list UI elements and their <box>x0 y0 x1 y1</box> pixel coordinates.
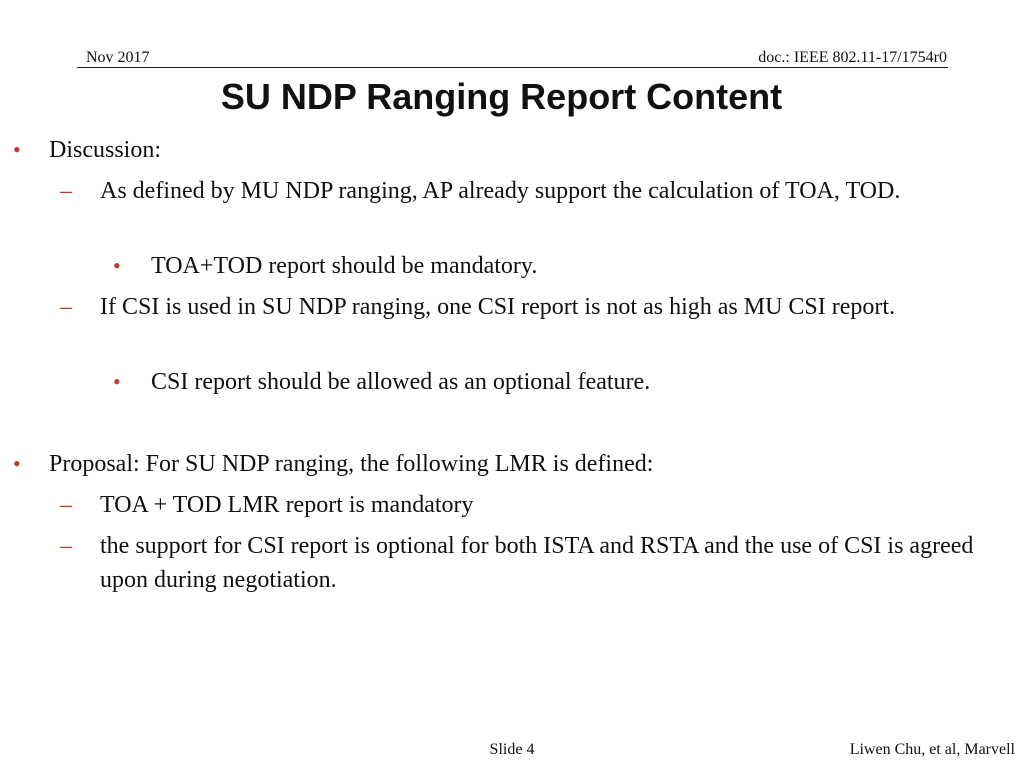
discussion-item-2-sub: CSI report should be allowed as an optional feature. <box>151 369 651 395</box>
header-divider <box>77 67 948 68</box>
header-date: Nov 2017 <box>86 49 150 66</box>
slide-number: Slide 4 <box>489 741 535 758</box>
header-doc-id: doc.: IEEE 802.11-17/1754r0 <box>758 49 947 66</box>
slide-title: SU NDP Ranging Report Content <box>220 76 783 117</box>
dash-icon: – <box>60 492 72 518</box>
proposal-item-1: TOA + TOD LMR report is mandatory <box>100 492 474 518</box>
bullet-icon: • <box>113 369 121 394</box>
dash-icon: – <box>60 178 72 204</box>
proposal-label: Proposal: For SU NDP ranging, the following LMR is defined: <box>49 451 654 477</box>
dash-icon: – <box>60 533 72 559</box>
dash-icon: – <box>60 294 72 320</box>
discussion-item-1-sub: TOA+TOD report should be mandatory. <box>151 253 538 279</box>
discussion-item-1: As defined by MU NDP ranging, AP already support the calculation of TOA, TOD. <box>100 178 901 204</box>
discussion-item-2: If CSI is used in SU NDP ranging, one CSI report is not as high as MU CSI report. <box>100 294 896 320</box>
footer-author: Liwen Chu, et al, Marvell <box>849 741 1015 758</box>
discussion-label: Discussion: <box>49 137 162 163</box>
proposal-item-2: the support for CSI report is optional for both ISTA and RSTA and the use of CSI is agreed upon during negotiation. <box>100 533 974 593</box>
bullet-icon: • <box>13 451 21 476</box>
bullet-icon: • <box>13 137 21 162</box>
bullet-icon: • <box>113 253 121 278</box>
